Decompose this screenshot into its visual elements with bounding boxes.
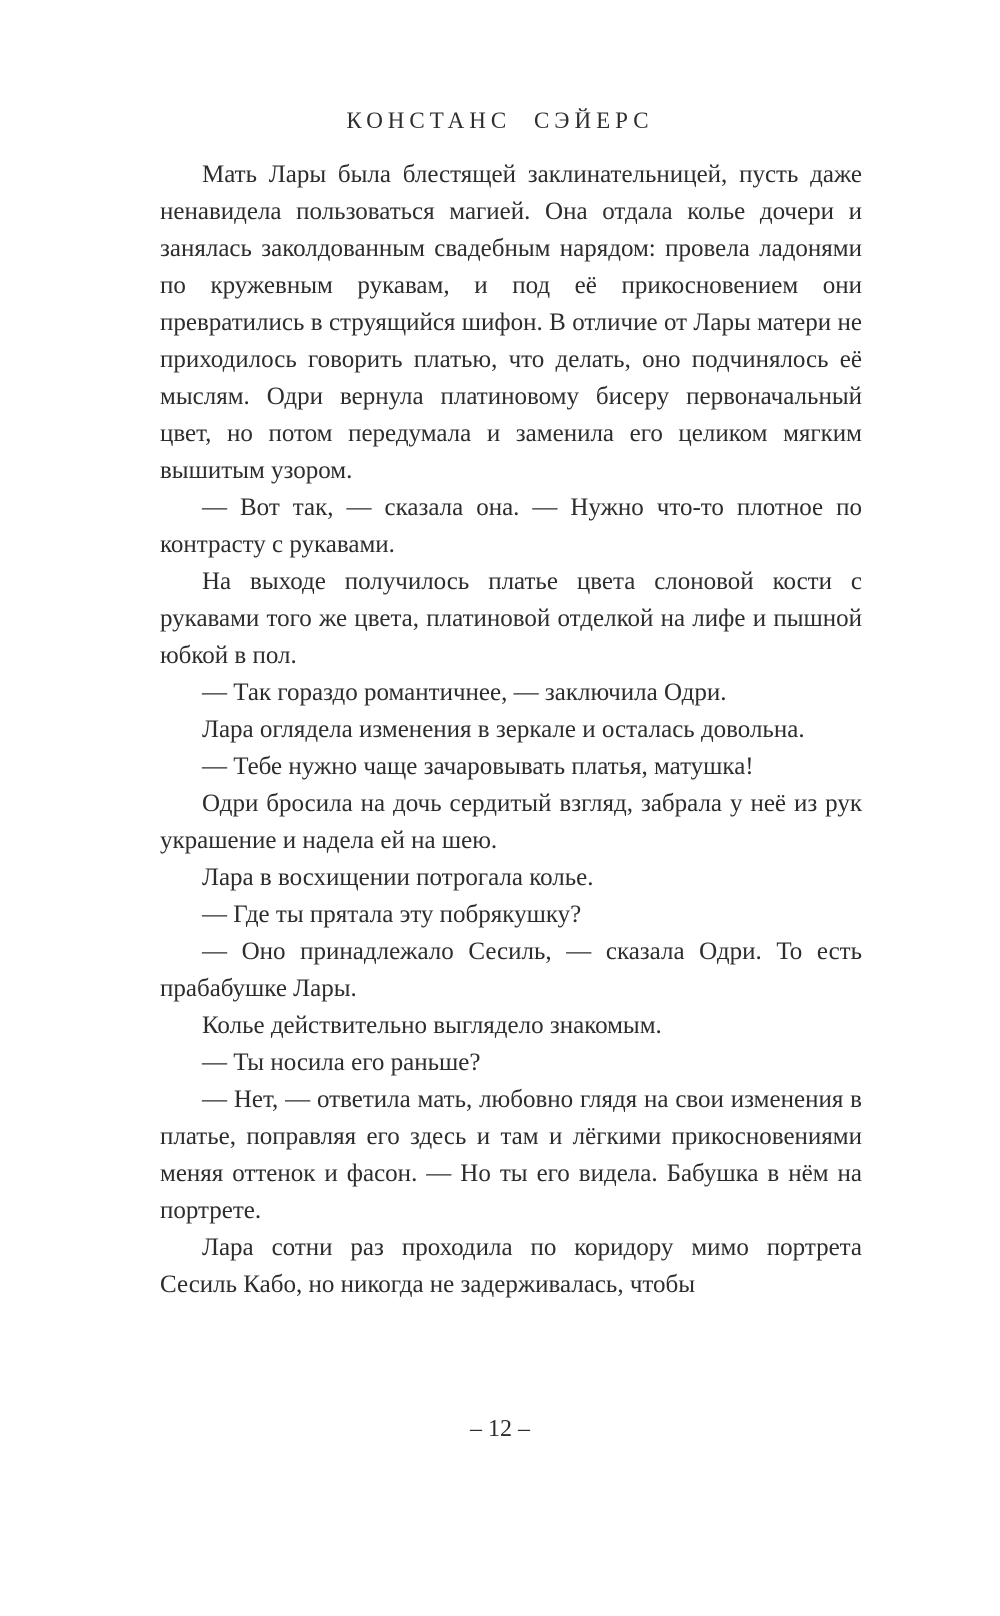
paragraph: Мать Лары была блестящей заклинательницей, пусть даже ненавидела пользоваться магией. Она отдала колье дочери и занялась заколдованным свадебным нарядом: провела ладонями по кружевным рукавам, и под её прикосновением они превратились в струящийся шифон. В отличие от Лары матери не приходилось говорить платью, что делать, оно подчинялось её мыслям. Одри вернула платиновому бисеру первоначальный цвет, но потом передумала и заменила его целиком мягким вышитым узором. [160, 161, 862, 484]
paragraph: На выходе получилось платье цвета слоновой кости с рукавами того же цвета, платиновой отделкой на лифе и пышной юбкой в пол. [160, 568, 862, 669]
paragraph: Лара оглядела изменения в зеркале и осталась довольна. [202, 716, 805, 743]
body-text [160, 156, 862, 1303]
page-number: – 12 – [470, 1416, 530, 1442]
paragraph: — Где ты прятала эту побрякушку? [202, 901, 582, 928]
paragraph: Колье действительно выглядело знакомым. [202, 1012, 662, 1039]
paragraph: — Ты носила его раньше? [202, 1049, 481, 1076]
paragraph: — Оно принадлежало Сесиль, — сказала Одри. То есть прабабушке Лары. [160, 938, 862, 1002]
paragraph: — Так гораздо романтичнее, — заключила Одри. [202, 679, 727, 706]
paragraph: — Вот так, — сказала она. — Нужно что-то плотное по контрасту с рукавами. [160, 494, 862, 558]
paragraph: — Нет, — ответила мать, любовно глядя на свои изменения в платье, поправляя его здесь и там и лёгкими прикосновениями меняя оттенок и фасон. — Но ты его видела. Бабушка в нём на портрете. [160, 1086, 862, 1224]
running-head-author: КОНСТАНС СЭЙЕРС [346, 108, 654, 133]
paragraph: Лара сотни раз проходила по коридору мимо портрета Сесиль Кабо, но никогда не задерживалась, чтобы [160, 1234, 862, 1298]
paragraph: Одри бросила на дочь сердитый взгляд, забрала у неё из рук украшение и надела ей на шею. [160, 790, 862, 854]
paragraph: — Тебе нужно чаще зачаровывать платья, матушка! [202, 753, 754, 780]
paragraph: Лара в восхищении потрогала колье. [202, 864, 594, 891]
